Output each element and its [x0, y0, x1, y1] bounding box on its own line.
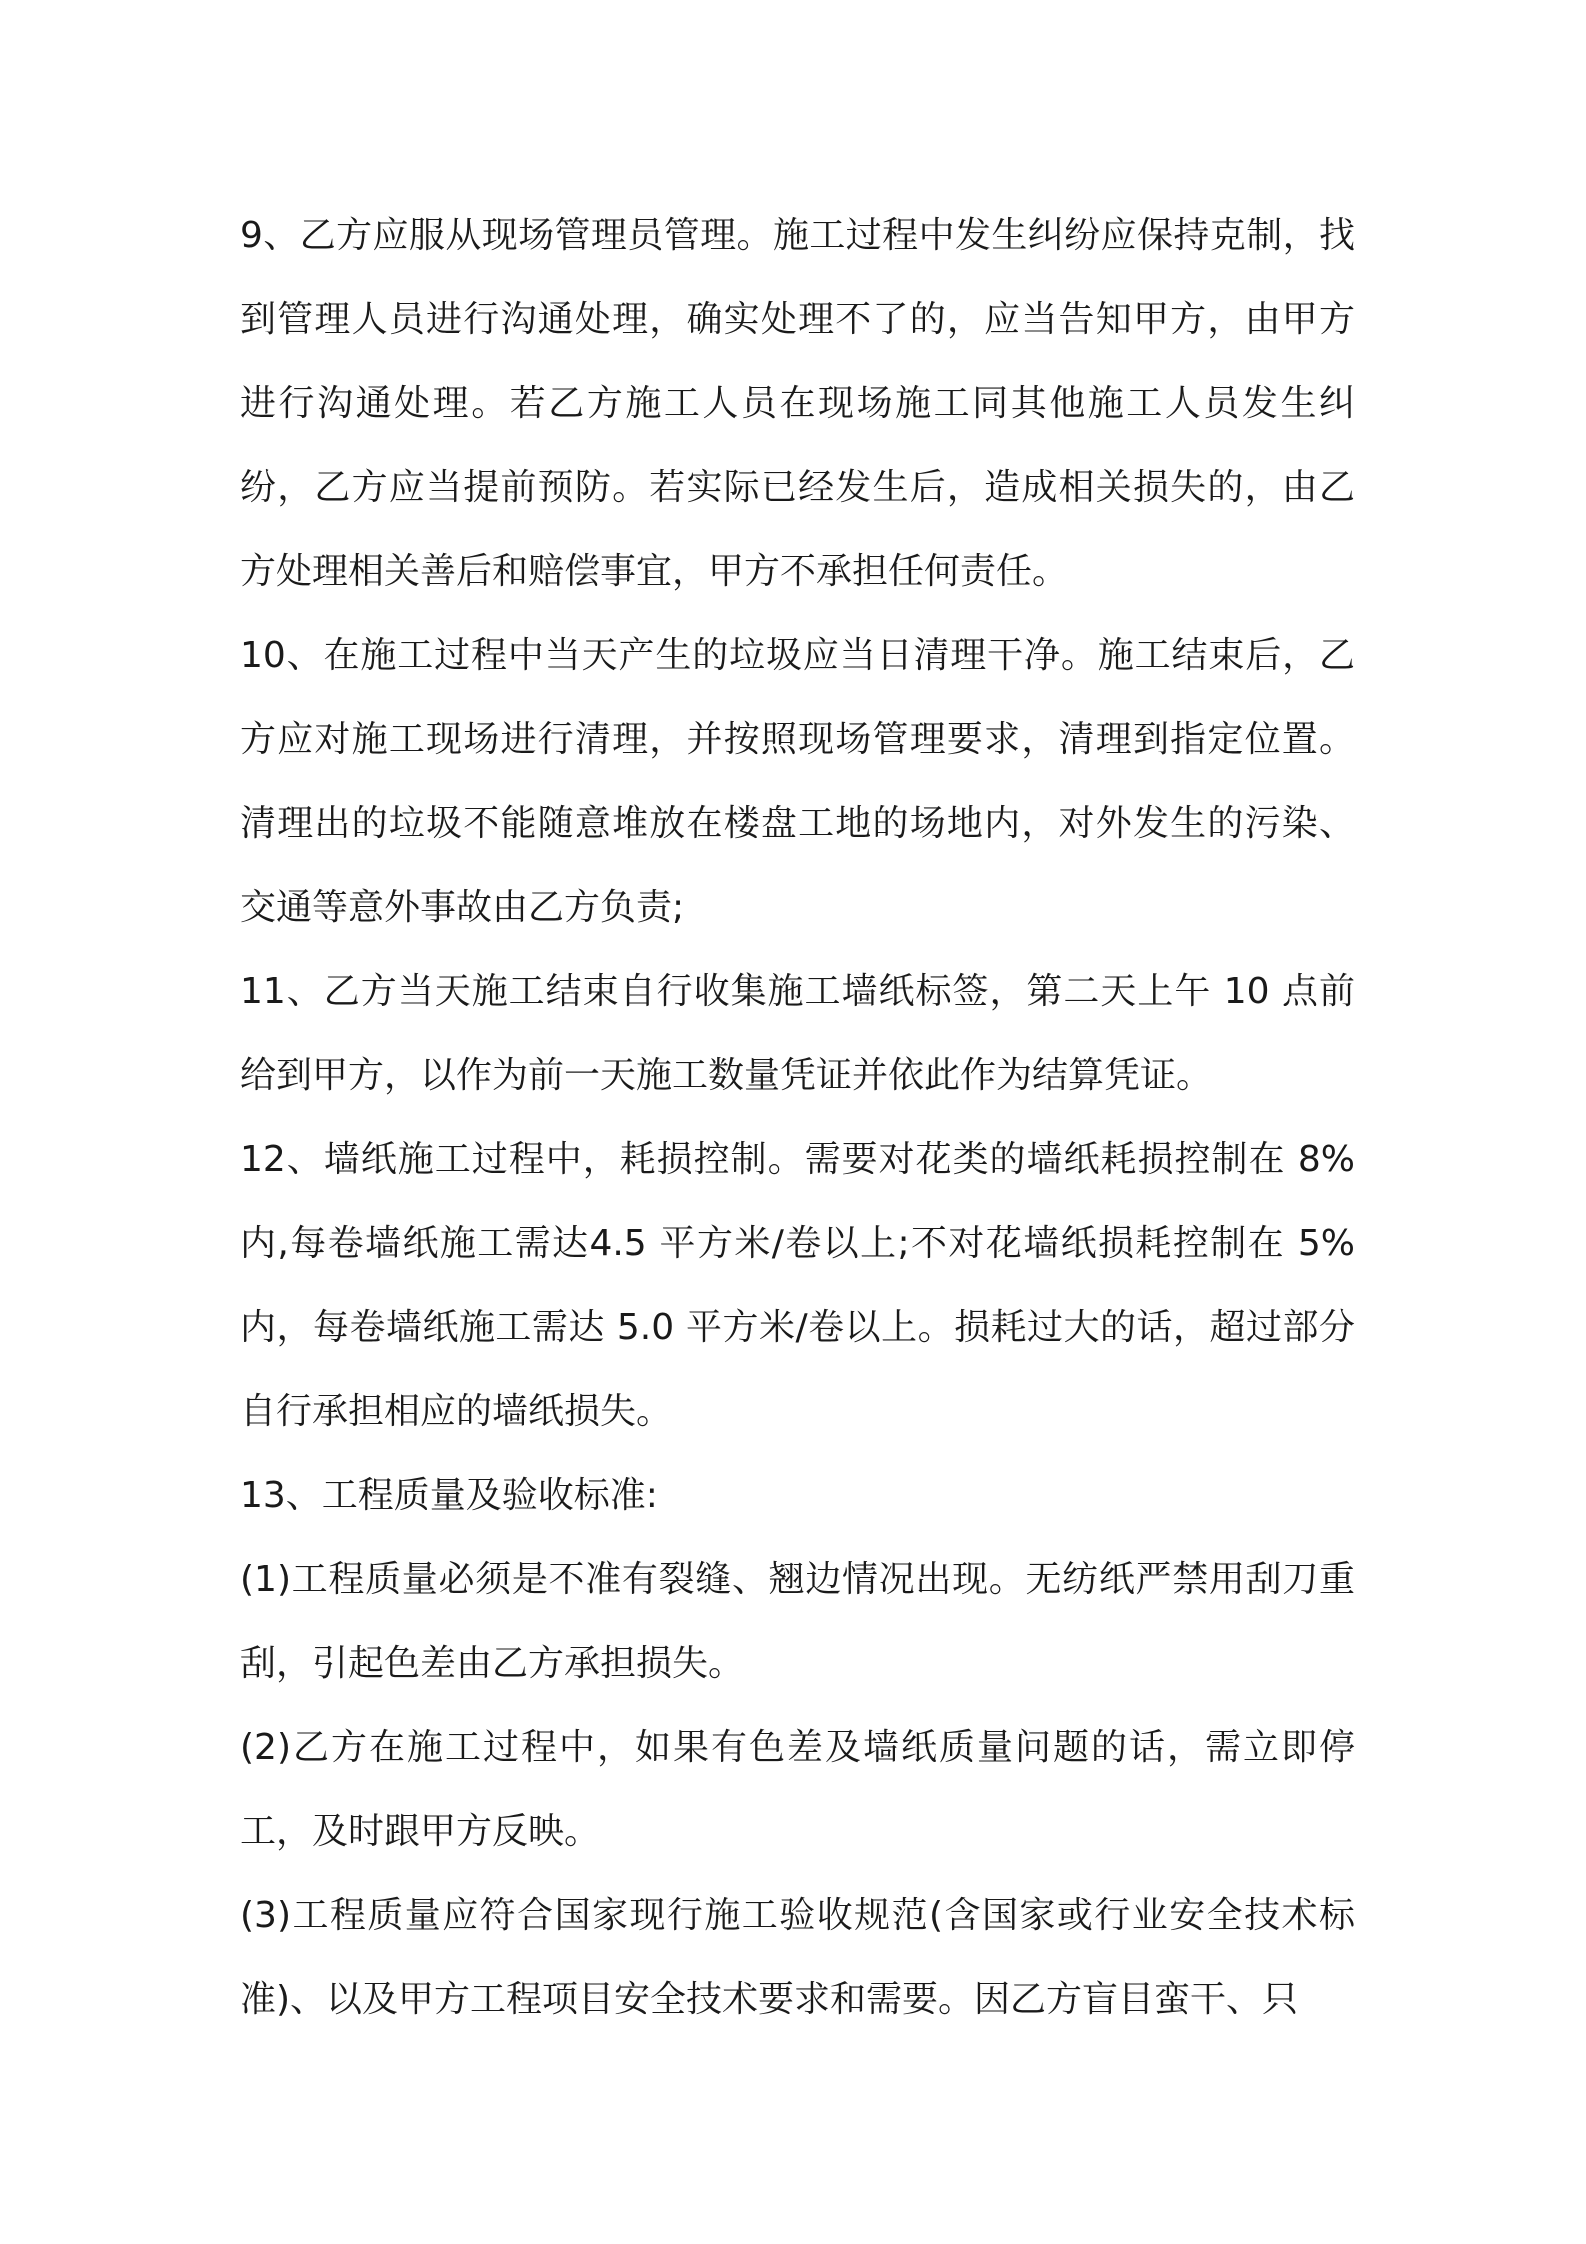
- clause-9: 9、乙方应服从现场管理员管理。施工过程中发生纠纷应保持克制，找到管理人员进行沟通处理，确实处理不了的，应当告知甲方，由甲方进行沟通处理。若乙方施工人员在现场施工同其他施工人员发生纠纷，乙方应当提前预防。若实际已经发生后，造成相关损失的，由乙方处理相关善后和赔偿事宜，甲方不承担任何责任。: [240, 215, 1355, 592]
- clause-10: 10、在施工过程中当天产生的垃圾应当日清理干净。施工结束后，乙方应对施工现场进行清理，并按照现场管理要求，清理到指定位置。清理出的垃圾不能随意堆放在楼盘工地的场地内，对外发生的污染、交通等意外事故由乙方负责;: [240, 635, 1355, 928]
- clause-12: 12、墙纸施工过程中，耗损控制。需要对花类的墙纸耗损控制在 8%内,每卷墙纸施工需达4.5 平方米/卷以上;不对花墙纸损耗控制在 5%内，每卷墙纸施工需达 5.0 平方米/卷以上。损耗过大的话，超过部分自行承担相应的墙纸损失。: [240, 1139, 1355, 1432]
- clause-13-item-1: (1)工程质量必须是不准有裂缝、翘边情况出现。无纺纸严禁用刮刀重刮，引起色差由乙方承担损失。: [240, 1559, 1355, 1684]
- clause-13-item-3: (3)工程质量应符合国家现行施工验收规范(含国家或行业安全技术标准)、以及甲方工程项目安全技术要求和需要。因乙方盲目蛮干、只: [240, 1895, 1355, 2020]
- clause-11: 11、乙方当天施工结束自行收集施工墙纸标签，第二天上午 10 点前给到甲方，以作为前一天施工数量凭证并依此作为结算凭证。: [240, 971, 1355, 1096]
- document-body: [240, 194, 1355, 2042]
- clause-13-item-2: (2)乙方在施工过程中，如果有色差及墙纸质量问题的话，需立即停工，及时跟甲方反映。: [240, 1727, 1355, 1852]
- clause-13-heading: 13、工程质量及验收标准:: [240, 1475, 658, 1516]
